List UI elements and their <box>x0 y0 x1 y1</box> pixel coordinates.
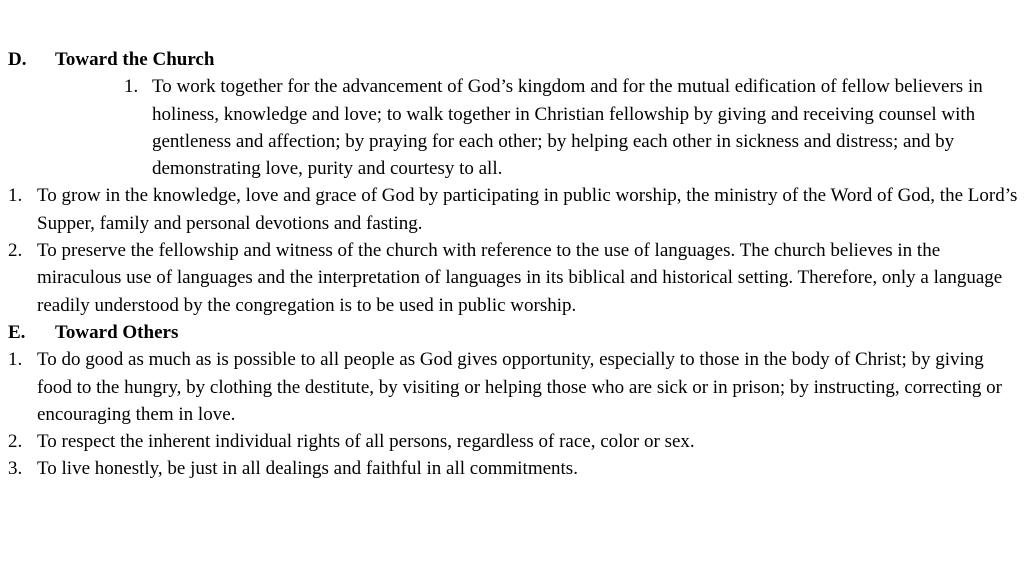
section-heading-d <box>0 46 1024 73</box>
list-item <box>0 455 1024 482</box>
document-page <box>0 46 1024 483</box>
list-item <box>0 182 1024 237</box>
list-item <box>0 346 1024 428</box>
list-item-number: 1. <box>124 76 139 98</box>
list-item-number: 3. <box>8 458 23 480</box>
list-item-text: To work together for the advancement of God’s kingdom and for the mutual edification of fellow believers in holiness, knowledge and love; to walk together in Christian fellowship by giving and receiving counsel with gentleness and affection; by praying for each other; by helping each other in sickness and distress; and by demonstrating love, purity and courtesy to all. <box>152 76 983 180</box>
list-item-text: To live honestly, be just in all dealings and faithful in all commitments. <box>37 458 578 480</box>
section-letter: D. <box>8 49 27 70</box>
list-item-text: To respect the inherent individual rights of all persons, regardless of race, color or sex. <box>37 431 695 453</box>
section-letter: E. <box>8 321 26 343</box>
section-title: Toward Others <box>55 321 179 343</box>
list-item <box>0 73 1024 182</box>
list-item-number: 1. <box>8 349 23 371</box>
list-item-number: 2. <box>8 431 23 453</box>
section-heading-e <box>0 319 1024 346</box>
list-item-number: 1. <box>8 185 23 207</box>
section-title: Toward the Church <box>55 49 215 70</box>
list-item <box>0 237 1024 319</box>
list-item-text: To preserve the fellowship and witness of the church with reference to the use of languages. The church believes in the miraculous use of languages and the interpretation of languages in its biblical and historical setting. Therefore, only a language readily understood by the congregation is to be used in public worship. <box>37 240 1003 316</box>
list-item <box>0 428 1024 455</box>
list-item-text: To do good as much as is possible to all people as God gives opportunity, especially to those in the body of Christ; by giving food to the hungry, by clothing the destitute, by visiting or helping those who are sick or in prison; by instructing, correcting or encouraging them in love. <box>37 349 1002 425</box>
list-item-text: To grow in the knowledge, love and grace of God by participating in public worship, the ministry of the Word of God, the Lord’s Supper, family and personal devotions and fasting. <box>37 185 1018 234</box>
list-item-number: 2. <box>8 240 23 262</box>
